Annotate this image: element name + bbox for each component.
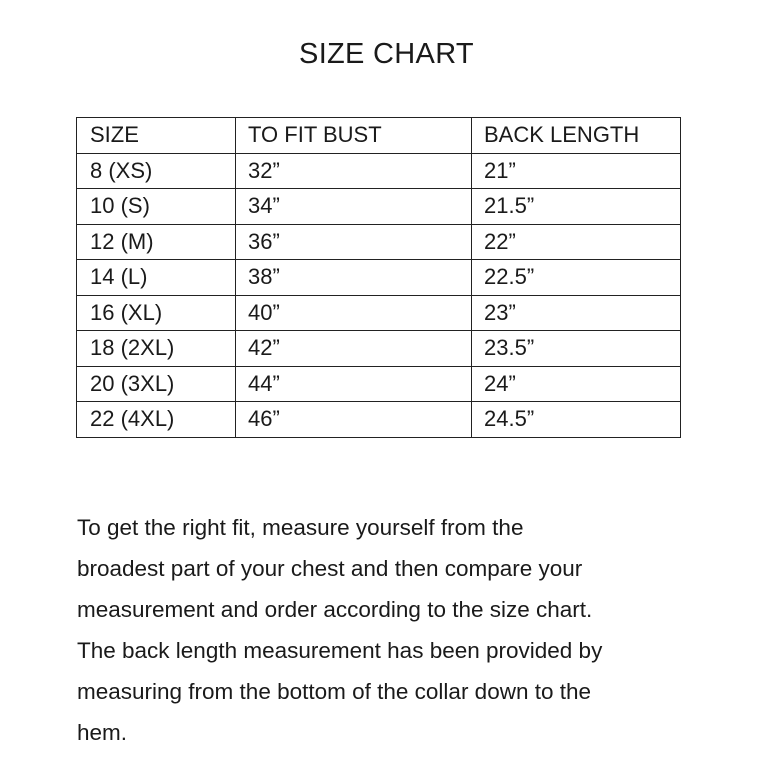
back-length-cell: 24.5” — [472, 402, 681, 438]
column-header-size: SIZE — [77, 118, 236, 154]
back-length-cell: 22” — [472, 224, 681, 260]
table-row — [77, 402, 681, 438]
back-length-cell: 23” — [472, 295, 681, 331]
page-title: SIZE CHART — [299, 38, 474, 70]
table-row — [77, 260, 681, 296]
size-cell: 14 (L) — [77, 260, 236, 296]
note-line: To get the right fit, measure yourself from the — [77, 515, 524, 540]
size-cell: 20 (3XL) — [77, 366, 236, 402]
table-row — [77, 224, 681, 260]
bust-cell: 38” — [236, 260, 472, 296]
size-cell: 22 (4XL) — [77, 402, 236, 438]
bust-cell: 42” — [236, 331, 472, 367]
size-chart-table — [76, 117, 681, 438]
size-cell: 18 (2XL) — [77, 331, 236, 367]
note-line: hem. — [77, 720, 128, 745]
note-line: The back length measurement has been provided by — [77, 638, 603, 663]
table-body — [77, 153, 681, 437]
note-line: measurement and order according to the size chart. — [77, 597, 593, 622]
size-cell: 16 (XL) — [77, 295, 236, 331]
bust-cell: 34” — [236, 189, 472, 225]
bust-cell: 40” — [236, 295, 472, 331]
table-header-row — [77, 118, 681, 154]
note-line: broadest part of your chest and then compare your — [77, 556, 583, 581]
column-header-bust: TO FIT BUST — [236, 118, 472, 154]
table-row — [77, 295, 681, 331]
bust-cell: 32” — [236, 153, 472, 189]
bust-cell: 36” — [236, 224, 472, 260]
size-cell: 12 (M) — [77, 224, 236, 260]
table-row — [77, 366, 681, 402]
size-cell: 8 (XS) — [77, 153, 236, 189]
measurement-instructions — [77, 507, 737, 753]
back-length-cell: 22.5” — [472, 260, 681, 296]
size-cell: 10 (S) — [77, 189, 236, 225]
table-row — [77, 331, 681, 367]
bust-cell: 46” — [236, 402, 472, 438]
back-length-cell: 24” — [472, 366, 681, 402]
back-length-cell: 21.5” — [472, 189, 681, 225]
back-length-cell: 21” — [472, 153, 681, 189]
table-row — [77, 189, 681, 225]
note-line: measuring from the bottom of the collar down to the — [77, 679, 592, 704]
table-row — [77, 153, 681, 189]
back-length-cell: 23.5” — [472, 331, 681, 367]
column-header-back-length: BACK LENGTH — [472, 118, 681, 154]
bust-cell: 44” — [236, 366, 472, 402]
